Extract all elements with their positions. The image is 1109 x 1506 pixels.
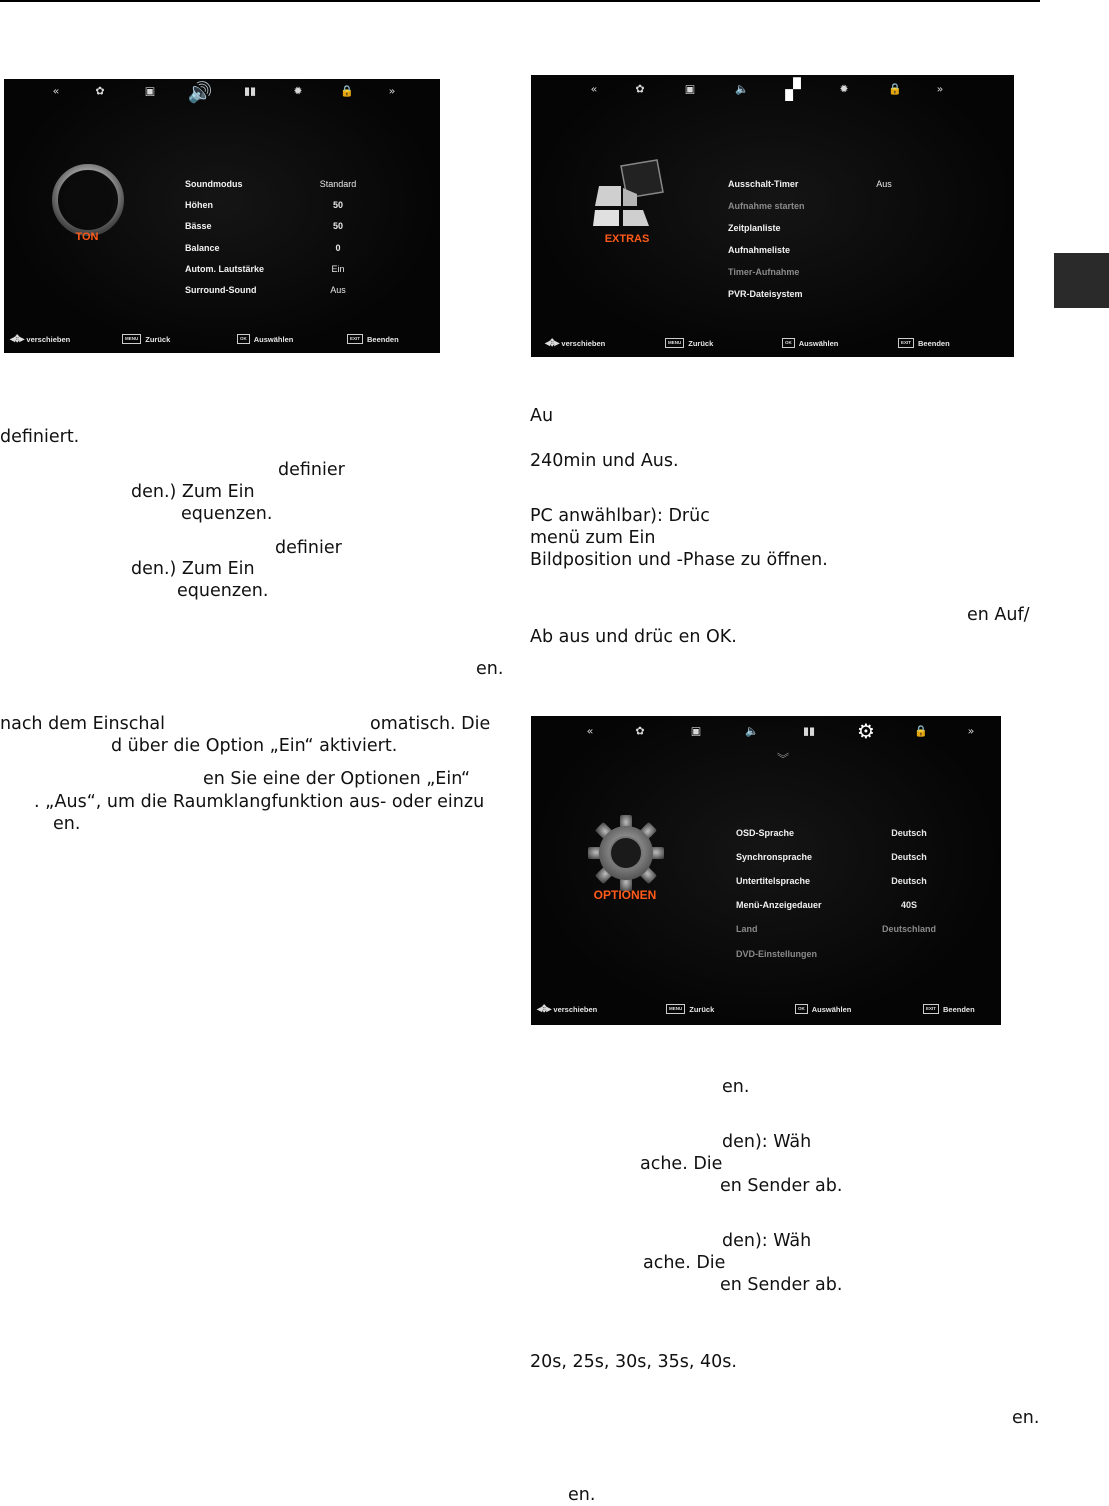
body-text: en Sender ab. xyxy=(720,1275,843,1295)
menu-item-value[interactable]: Aus xyxy=(876,179,892,189)
body-text: den.) Zum Ein xyxy=(131,559,255,579)
move-hint: ◂✥▸ verschieben xyxy=(10,334,71,345)
select-hint: OK Auswählen xyxy=(795,1004,851,1014)
menu-key-icon: MENU xyxy=(665,338,684,348)
picture-icon: ✿ xyxy=(95,84,105,98)
menu-item-value[interactable]: 40S xyxy=(900,900,918,910)
sound-icon: 🔈 xyxy=(745,724,759,738)
menu-title: EXTRAS xyxy=(604,233,650,245)
body-text: definier xyxy=(278,460,345,480)
menu-item-value[interactable]: Deutsch xyxy=(891,876,927,886)
body-text: omatisch. Die xyxy=(370,714,491,734)
picture-icon: ✿ xyxy=(635,82,645,96)
menu-item-value[interactable]: Deutschland xyxy=(881,924,937,934)
menu-item-value[interactable]: 50 xyxy=(332,221,344,231)
options-menu-screenshot xyxy=(531,716,1001,1025)
double-left-arrow-icon: « xyxy=(52,84,60,98)
menu-item-label[interactable]: Soundmodus xyxy=(185,179,243,189)
extras-menu-screenshot xyxy=(531,75,1014,357)
sound-icon: 🔊 xyxy=(187,80,213,104)
menu-item-label[interactable]: Autom. Lautstärke xyxy=(185,264,265,274)
body-text: en. xyxy=(568,1485,596,1505)
dpad-icon: ◂✥▸ xyxy=(545,338,558,349)
body-text: en Sender ab. xyxy=(720,1176,843,1196)
move-hint: ◂✥▸ verschieben xyxy=(537,1004,598,1015)
menu-item-label[interactable]: Timer-Aufnahme xyxy=(728,267,800,277)
menu-help-bar xyxy=(531,336,1014,357)
menu-key-icon: MENU xyxy=(666,1004,685,1014)
body-text: menü zum Ein xyxy=(530,528,656,548)
exit-key-icon: EXIT xyxy=(898,338,914,348)
double-right-arrow-icon: » xyxy=(967,724,975,738)
menu-item-label[interactable]: Höhen xyxy=(185,200,213,210)
select-hint: OK Auswählen xyxy=(237,334,293,344)
channel-icon: ▣ xyxy=(684,82,696,96)
double-right-arrow-icon: » xyxy=(936,82,944,96)
top-rule xyxy=(0,0,1040,2)
body-text: den): Wäh xyxy=(722,1231,812,1251)
menu-item-label[interactable]: Aufnahmeliste xyxy=(728,245,791,255)
back-hint: MENU Zurück xyxy=(122,334,170,344)
exit-key-icon: EXIT xyxy=(923,1004,939,1014)
channel-icon: ▣ xyxy=(690,724,702,738)
exit-hint: EXIT Beenden xyxy=(923,1004,975,1014)
body-text: d über die Option „Ein“ aktiviert. xyxy=(111,736,398,756)
body-text: 20s, 25s, 30s, 35s, 40s. xyxy=(530,1352,737,1372)
back-hint: MENU Zurück xyxy=(666,1004,714,1014)
settings-icon: ⚙ xyxy=(857,719,875,743)
picture-icon: ✿ xyxy=(635,724,645,738)
menu-item-label[interactable]: Balance xyxy=(185,243,220,253)
channel-icon: ▣ xyxy=(144,84,156,98)
menu-item-label[interactable]: DVD-Einstellungen xyxy=(736,949,818,959)
lock-icon: 🔒 xyxy=(914,724,928,738)
body-text: en. xyxy=(1012,1408,1040,1428)
extras-icon: ▮▮ xyxy=(802,724,816,738)
settings-icon: ✹ xyxy=(293,84,303,98)
body-text: en Sie eine der Optionen „Ein“ xyxy=(203,769,471,789)
body-text: en. xyxy=(53,814,81,834)
body-text: ache. Die xyxy=(640,1154,723,1174)
menu-icon-bar xyxy=(531,716,1001,746)
lock-icon: 🔒 xyxy=(340,84,354,98)
extras-blocks-icon xyxy=(593,158,665,232)
body-text: en. xyxy=(722,1077,750,1097)
select-hint: OK Auswählen xyxy=(782,338,838,348)
menu-help-bar xyxy=(4,332,440,353)
settings-icon: ✹ xyxy=(839,82,849,96)
move-hint: ◂✥▸ verschieben xyxy=(545,338,606,349)
menu-item-label[interactable]: Aufnahme starten xyxy=(728,201,805,211)
menu-icon-bar xyxy=(531,75,1014,105)
chapter-tab xyxy=(1054,253,1109,308)
extras-icon: ▮▮ xyxy=(243,84,257,98)
body-text: . „Aus“, um die Raumklangfunktion aus- oder einzu xyxy=(34,792,485,812)
body-text: en. xyxy=(476,659,504,679)
body-text: 240min und Aus. xyxy=(530,451,679,471)
menu-item-value[interactable]: Deutsch xyxy=(891,828,927,838)
double-left-arrow-icon: « xyxy=(586,724,594,738)
body-text: equenzen. xyxy=(181,504,273,524)
menu-item-label[interactable]: Ausschalt-Timer xyxy=(728,179,799,189)
menu-key-icon: MENU xyxy=(122,334,141,344)
exit-hint: EXIT Beenden xyxy=(898,338,950,348)
menu-item-label[interactable]: Untertitelsprache xyxy=(736,876,811,886)
menu-item-label[interactable]: Bässe xyxy=(185,221,212,231)
menu-help-bar xyxy=(531,1002,1001,1024)
options-gear-icon xyxy=(586,813,666,893)
double-right-arrow-icon: » xyxy=(388,84,396,98)
menu-item-label[interactable]: PVR-Dateisystem xyxy=(728,289,803,299)
body-text: definier xyxy=(275,538,342,558)
double-left-arrow-icon: « xyxy=(590,82,598,96)
body-text: Ab aus und drüc en OK. xyxy=(530,627,737,647)
body-text: den.) Zum Ein xyxy=(131,482,255,502)
menu-item-label[interactable]: OSD-Sprache xyxy=(736,828,795,838)
chevron-down-icon: ︾ xyxy=(777,752,790,766)
sound-ring-icon xyxy=(50,162,126,238)
dpad-icon: ◂✥▸ xyxy=(10,334,23,345)
menu-item-label[interactable]: Synchronsprache xyxy=(736,852,813,862)
menu-item-label[interactable]: Menü-Anzeigedauer xyxy=(736,900,822,910)
menu-item-value[interactable]: Deutsch xyxy=(891,852,927,862)
menu-item-value[interactable]: 0 xyxy=(335,243,341,253)
menu-icon-bar xyxy=(4,79,440,107)
body-text: equenzen. xyxy=(177,581,269,601)
sound-icon: 🔈 xyxy=(735,82,749,96)
exit-hint: EXIT Beenden xyxy=(347,334,399,344)
menu-item-value[interactable]: Ein xyxy=(331,264,345,274)
body-text: Bildposition und -Phase zu öffnen. xyxy=(530,550,828,570)
lock-icon: 🔒 xyxy=(888,82,902,96)
body-text: definiert. xyxy=(0,427,80,447)
ok-key-icon: OK xyxy=(782,338,795,348)
dpad-icon: ◂✥▸ xyxy=(537,1004,550,1015)
back-hint: MENU Zurück xyxy=(665,338,713,348)
menu-title: OPTIONEN xyxy=(593,888,657,902)
menu-title: TON xyxy=(75,231,99,243)
body-text: ache. Die xyxy=(643,1253,726,1273)
body-text: den): Wäh xyxy=(722,1132,812,1152)
body-text: PC anwählbar): Drüc xyxy=(530,506,710,526)
menu-item-label[interactable]: Surround-Sound xyxy=(185,285,257,295)
body-text: nach dem Einschal xyxy=(0,714,166,734)
sound-menu-screenshot xyxy=(4,79,440,353)
menu-item-value[interactable]: Standard xyxy=(319,179,357,189)
exit-key-icon: EXIT xyxy=(347,334,363,344)
extras-icon: ▞ xyxy=(785,77,801,101)
menu-item-label[interactable]: Land xyxy=(736,924,758,934)
body-text: Au xyxy=(530,406,554,426)
menu-item-value[interactable]: 50 xyxy=(332,200,344,210)
ok-key-icon: OK xyxy=(237,334,250,344)
menu-item-label[interactable]: Zeitplanliste xyxy=(728,223,781,233)
body-text: en Auf/ xyxy=(967,605,1030,625)
ok-key-icon: OK xyxy=(795,1004,808,1014)
menu-item-value[interactable]: Aus xyxy=(330,285,346,295)
